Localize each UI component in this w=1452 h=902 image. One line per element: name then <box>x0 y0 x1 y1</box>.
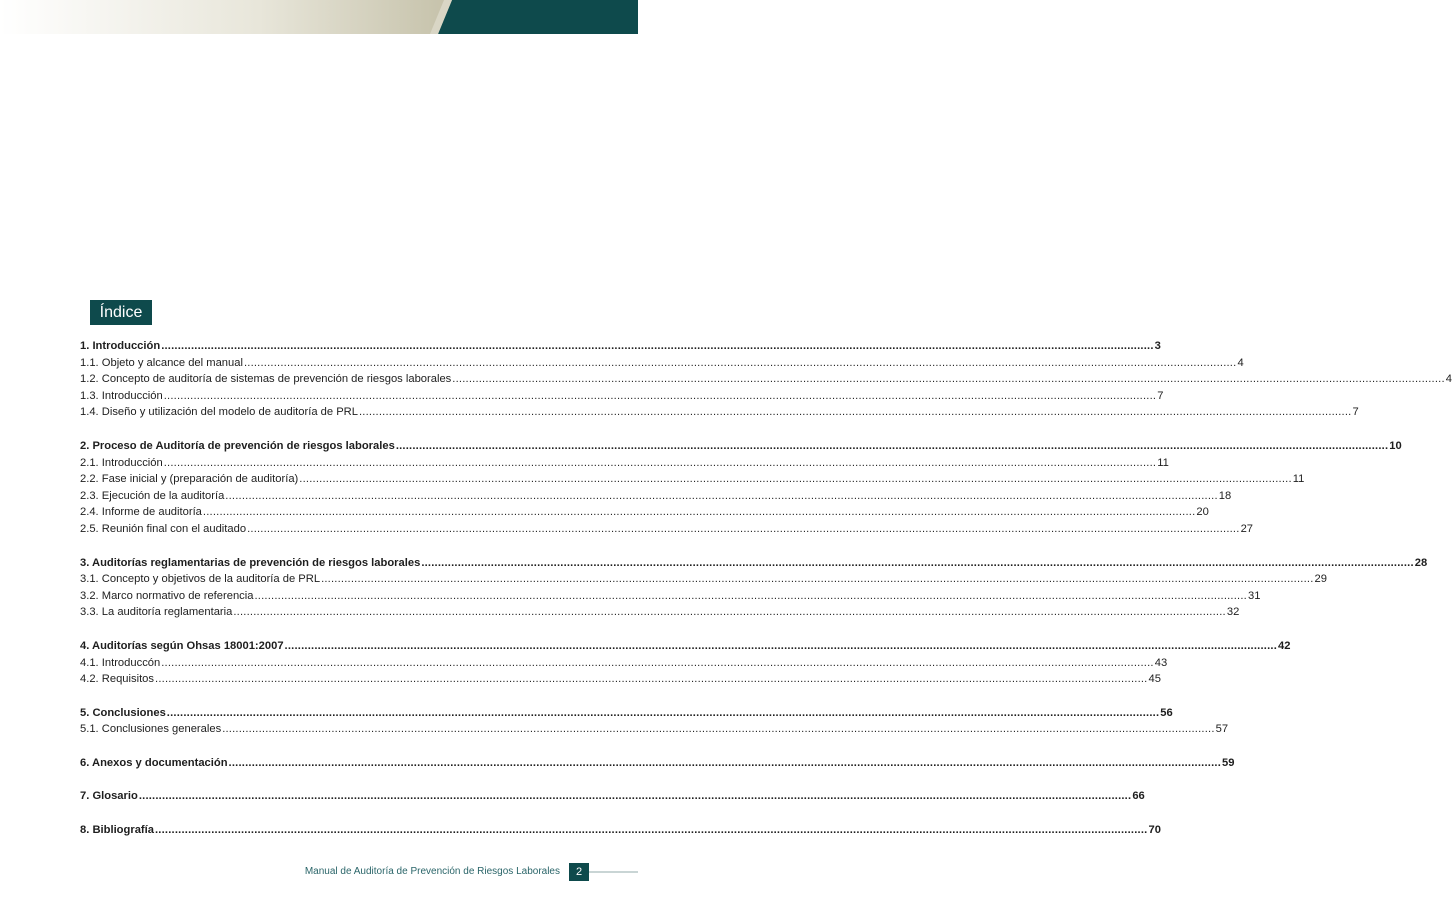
toc-entry-title: 3.2. Marco normativo de referencia <box>80 589 254 602</box>
toc-entry-title: 3.1. Concepto y objetivos de la auditoría de PRL <box>80 573 321 586</box>
toc-page-number: 43 <box>1154 656 1168 669</box>
toc-chapter-entry[interactable] <box>80 338 1161 355</box>
toc-page-number: 4 <box>1237 356 1244 369</box>
toc-dot-leader: ............................................................................................................................................................................................................................................................................................................ <box>284 639 1278 652</box>
toc-dot-leader: ............................................................................................................................................................................................................................................................................................................ <box>421 556 1414 569</box>
toc-chapter-group <box>80 755 1235 772</box>
toc-entry-title: 1.1. Objeto y alcance del manual <box>80 356 243 369</box>
toc-entry-title: 3. Auditorías reglamentarias de prevención de riesgos laborales <box>80 556 421 569</box>
toc-entry-title: 2.3. Ejecución de la auditoría <box>80 489 225 502</box>
toc-page-number: 18 <box>1218 489 1232 502</box>
toc-chapter-group <box>80 788 1145 805</box>
toc-entry-title: 1.2. Concepto de auditoría de sistemas de prevención de riesgos laborales <box>80 373 452 386</box>
toc-dot-leader: ............................................................................................................................................................................................................................................................................................................ <box>233 606 1226 619</box>
toc-dot-leader: ............................................................................................................................................................................................................................................................................................................ <box>161 656 1154 669</box>
toc-section-entry[interactable] <box>80 471 1305 488</box>
toc-entry-title: 4. Auditorías según Ohsas 18001:2007 <box>80 639 284 652</box>
toc-chapter-group <box>80 555 1428 621</box>
toc-dot-leader: ............................................................................................................................................................................................................................................................................................................ <box>452 373 1445 386</box>
toc-chapter-entry[interactable] <box>80 755 1235 772</box>
toc-page-number: 7 <box>1157 389 1164 402</box>
toc-page-number: 11 <box>1157 456 1169 469</box>
toc-section-entry[interactable] <box>80 655 1168 672</box>
toc-section-entry[interactable] <box>80 388 1164 405</box>
toc-dot-leader: ............................................................................................................................................................................................................................................................................................................ <box>359 406 1352 419</box>
toc-section-entry[interactable] <box>80 521 1254 538</box>
toc-dot-leader: ............................................................................................................................................................................................................................................................................................................ <box>247 522 1240 535</box>
toc-entry-title: 2.2. Fase inicial y (preparación de auditoría) <box>80 473 299 486</box>
toc-entry-title: 3.3. La auditoría reglamentaria <box>80 606 233 619</box>
toc-section-entry[interactable] <box>80 371 1452 388</box>
toc-entry-title: 6. Anexos y documentación <box>80 756 228 769</box>
toc-page-number: 7 <box>1352 406 1359 419</box>
toc-dot-leader: ............................................................................................................................................................................................................................................................................................................ <box>225 489 1218 502</box>
toc-page-number: 42 <box>1278 639 1291 652</box>
toc-chapter-entry[interactable] <box>80 822 1161 839</box>
page-number-badge: 2 <box>569 863 589 881</box>
toc-page-number: 11 <box>1292 473 1305 486</box>
toc-dot-leader: ............................................................................................................................................................................................................................................................................................................ <box>228 756 1222 769</box>
toc-entry-title: 1.3. Introducción <box>80 389 163 402</box>
toc-chapter-entry[interactable] <box>80 638 1291 655</box>
toc-dot-leader: ............................................................................................................................................................................................................................................................................................................ <box>254 589 1247 602</box>
footer-manual-title: Manual de Auditoría de Prevención de Riesgos Laborales <box>304 866 560 877</box>
toc-chapter-group <box>80 822 1161 839</box>
index-heading: Índice <box>90 300 152 325</box>
toc-page-number: 31 <box>1247 589 1261 602</box>
toc-dot-leader: ............................................................................................................................................................................................................................................................................................................ <box>321 573 1314 586</box>
toc-chapter-group <box>80 638 1291 688</box>
toc-dot-leader: ............................................................................................................................................................................................................................................................................................................ <box>138 790 1132 803</box>
toc-dot-leader: ............................................................................................................................................................................................................................................................................................................ <box>222 723 1215 736</box>
toc-entry-title: 1. Introducción <box>80 340 161 352</box>
toc-chapter-group <box>80 705 1229 738</box>
toc-dot-leader: ............................................................................................................................................................................................................................................................................................................ <box>163 456 1157 469</box>
toc-entry-title: 1.4. Diseño y utilización del modelo de auditoría de PRL <box>80 406 358 419</box>
toc-section-entry[interactable] <box>80 721 1229 738</box>
toc-page-number: 45 <box>1148 673 1161 686</box>
toc-chapter-entry[interactable] <box>80 705 1173 722</box>
toc-page-number: 59 <box>1222 756 1235 769</box>
toc-entry-title: 5. Conclusiones <box>80 706 166 719</box>
toc-dot-leader: ............................................................................................................................................................................................................................................................................................................ <box>202 506 1196 519</box>
toc-dot-leader: ............................................................................................................................................................................................................................................................................................................ <box>155 673 1148 686</box>
toc-section-entry[interactable] <box>80 504 1209 521</box>
toc-page-number: 66 <box>1132 790 1145 803</box>
toc-entry-title: 7. Glosario <box>80 790 138 803</box>
toc-entry-title: 2.5. Reunión final con el auditado <box>80 522 247 535</box>
toc-dot-leader: ............................................................................................................................................................................................................................................................................................................ <box>154 824 1148 837</box>
toc-chapter-entry[interactable] <box>80 438 1402 455</box>
toc-entry-title: 4.1. Introduccón <box>80 656 161 669</box>
toc-entry-title: 8. Bibliografía <box>80 824 154 837</box>
toc-section-entry[interactable] <box>80 488 1232 505</box>
toc-section-entry[interactable] <box>80 571 1327 588</box>
toc-page-number: 57 <box>1215 723 1229 736</box>
toc-section-entry[interactable] <box>80 404 1359 421</box>
toc-entry-title: 4.2. Requisitos <box>80 673 155 686</box>
footer-divider <box>589 871 638 873</box>
toc-dot-leader: ............................................................................................................................................................................................................................................................................................................ <box>166 706 1160 719</box>
toc-section-entry[interactable] <box>80 604 1240 621</box>
toc-page-number: 70 <box>1148 824 1161 837</box>
toc-page-number: 4 <box>1445 373 1452 386</box>
toc-dot-leader: ............................................................................................................................................................................................................................................................................................................ <box>243 356 1237 369</box>
toc-section-entry[interactable] <box>80 588 1261 605</box>
toc-chapter-group <box>80 338 1452 421</box>
toc-dot-leader: ............................................................................................................................................................................................................................................................................................................ <box>161 340 1154 352</box>
toc-dot-leader: ............................................................................................................................................................................................................................................................................................................ <box>299 473 1292 486</box>
toc-page-number: 27 <box>1240 522 1254 535</box>
toc-section-entry[interactable] <box>80 455 1169 472</box>
toc-section-entry[interactable] <box>80 355 1244 372</box>
toc-page-number: 20 <box>1196 506 1209 519</box>
toc-page-number: 29 <box>1314 573 1327 586</box>
toc-chapter-entry[interactable] <box>80 555 1428 572</box>
toc-page-number: 56 <box>1160 706 1173 719</box>
toc-dot-leader: ............................................................................................................................................................................................................................................................................................................ <box>163 389 1157 402</box>
toc-dot-leader: ............................................................................................................................................................................................................................................................................................................ <box>395 439 1389 452</box>
toc-entry-title: 2.1. Introducción <box>80 456 163 469</box>
toc-section-entry[interactable] <box>80 671 1161 688</box>
toc-entry-title: 2.4. Informe de auditoría <box>80 506 202 519</box>
toc-page-number: 3 <box>1154 340 1161 352</box>
table-of-contents <box>80 338 1452 856</box>
toc-entry-title: 2. Proceso de Auditoría de prevención de riesgos laborales <box>80 439 395 452</box>
toc-page-number: 28 <box>1414 556 1428 569</box>
toc-page-number: 10 <box>1389 439 1402 452</box>
toc-page-number: 32 <box>1226 606 1240 619</box>
toc-chapter-entry[interactable] <box>80 788 1145 805</box>
toc-chapter-group <box>80 438 1402 538</box>
header-decoration <box>0 0 638 34</box>
toc-entry-title: 5.1. Conclusiones generales <box>80 723 222 736</box>
